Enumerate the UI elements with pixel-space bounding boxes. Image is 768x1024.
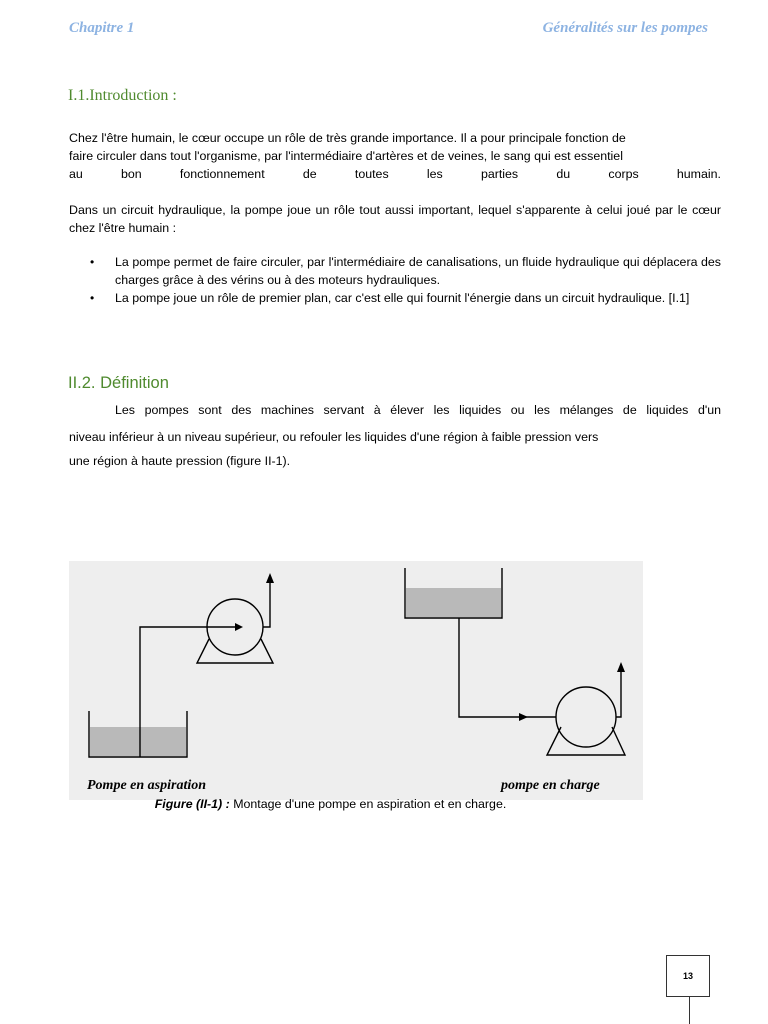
page-number: 13 (666, 955, 710, 997)
flow-arrow-icon (519, 713, 528, 721)
caption-text: Montage d'une pompe en aspiration et en charge. (229, 797, 507, 811)
intro-paragraph-2: Dans un circuit hydraulique, la pompe joue un rôle tout aussi important, lequel s'apparente à celui joué par le cœur chez l'être humain : (69, 203, 721, 235)
label-charge: pompe en charge (501, 778, 600, 793)
bullet-list (69, 253, 721, 307)
pump-diagram-figure (69, 561, 643, 800)
header-title: Généralités sur les pompes (542, 20, 708, 36)
charged-pump-setup (405, 568, 625, 755)
liquid-level-upper (406, 588, 501, 617)
list-item: • La pompe permet de faire circuler, par l'intermédiaire de canalisations, un fluide hydraulique qui déplacera des charges grâce à des vérins ou à des moteurs hydrauliques. (69, 253, 721, 289)
intro-paragraph-1-line: au bon fonctionnement de toutes les parties du corps humain. (69, 167, 721, 181)
label-suction: Pompe en aspiration (87, 778, 207, 793)
pump-base (197, 639, 273, 663)
feed-pipe (459, 618, 556, 717)
liquid-level (90, 727, 186, 756)
pump-diagram (69, 561, 643, 800)
pump-body (556, 687, 616, 747)
page-number-rule (689, 997, 690, 1024)
intro-paragraph-1 (69, 129, 721, 181)
header-chapter: Chapitre 1 (69, 20, 135, 36)
up-arrow-icon (617, 662, 625, 672)
intro-paragraph-1-line: Chez l'être humain, le cœur occupe un rôle de très grande importance. Il a pour principale fonction de (69, 131, 626, 145)
flow-arrow-icon (235, 623, 243, 631)
pump-base (547, 727, 625, 755)
discharge-pipe (263, 581, 270, 627)
discharge-pipe (616, 669, 621, 717)
definition-line: une région à haute pression (figure II-1). (69, 454, 291, 468)
definition-line: Les pompes sont des machines servant à élever les liquides ou les mélanges de liquides d'un (115, 403, 721, 417)
definition-line: niveau inférieur à un niveau supérieur, ou refouler les liquides d'une région à faible pression vers (69, 430, 599, 444)
figure-caption (0, 797, 661, 811)
section-heading-introduction: I.1.Introduction : (68, 87, 177, 104)
up-arrow-icon (266, 573, 274, 583)
suction-pump-setup (89, 573, 274, 757)
figure-ref: Figure (II-1) : (154, 797, 230, 811)
intro-paragraph-1-line: faire circuler dans tout l'organisme, par l'intermédiaire d'artères et de veines, le sang qui est essentiel (69, 149, 623, 163)
section-heading-definition: II.2. Définition (68, 374, 169, 392)
list-item: • La pompe joue un rôle de premier plan, car c'est elle qui fournit l'énergie dans un circuit hydraulique. [I.1] (69, 289, 721, 307)
